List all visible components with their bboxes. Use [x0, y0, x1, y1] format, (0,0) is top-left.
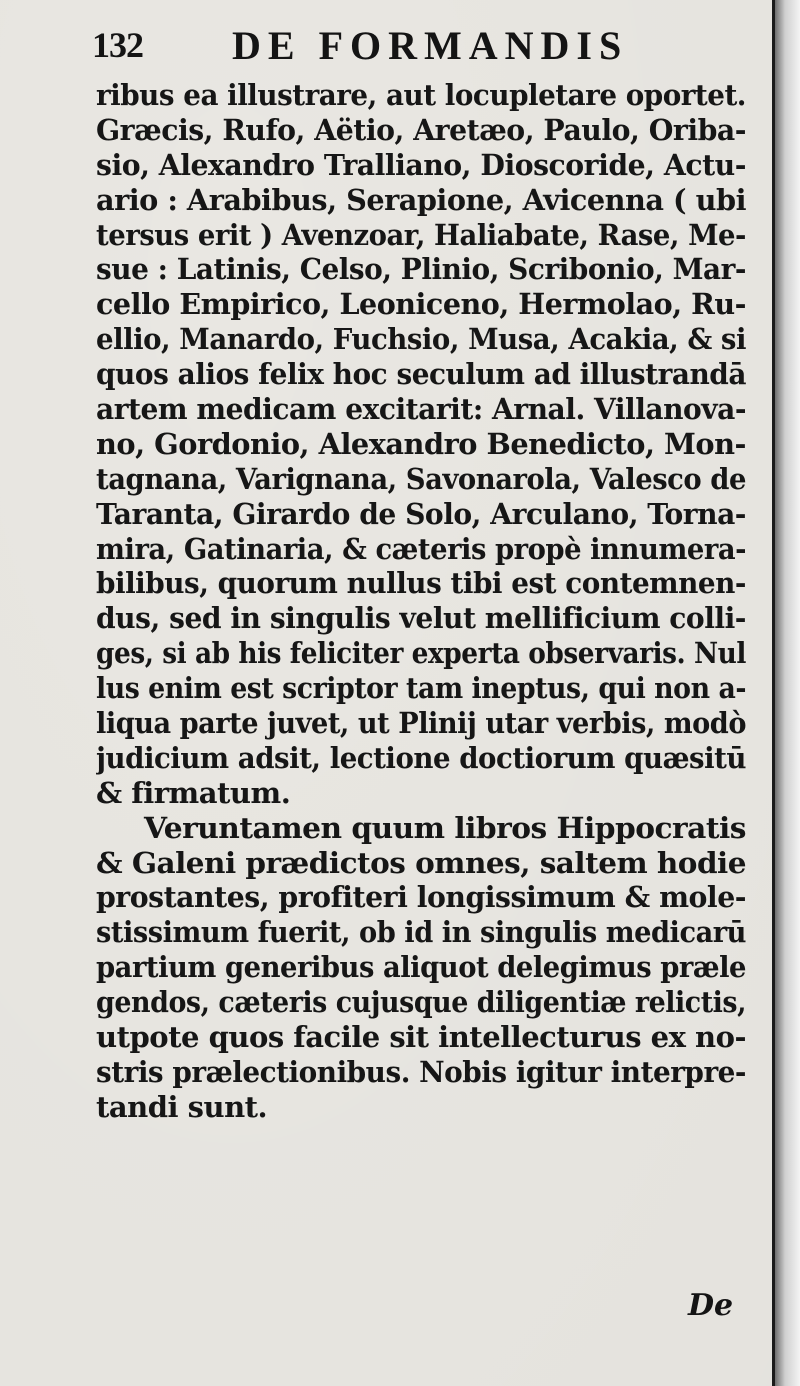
page-header	[92, 18, 732, 78]
text-line: tagnana, Varignana, Savonarola, Valesco de	[96, 461, 746, 496]
text-line: lus enim est scriptor tam ineptus, qui non a-	[96, 671, 746, 706]
text-line: ges, si ab his feliciter experta observaris. Nul	[96, 636, 746, 671]
text-line: cello Empirico, Leoniceno, Hermolao, Ru-	[96, 287, 746, 322]
text-line: quos alios felix hoc seculum ad illustrandā	[96, 357, 746, 392]
text-line: utpote quos facile sit intellecturus ex no-	[96, 1020, 746, 1055]
text-line: & firmatum.	[96, 775, 291, 810]
text-line: judicium adsit, lectione doctiorum quæsitū	[96, 740, 746, 775]
text-line: ario : Arabibus, Serapione, Avicenna ( ubi	[96, 182, 746, 217]
text-line: prostantes, profiteri longissimum & mole-	[96, 880, 746, 915]
text-line: sue : Latinis, Celso, Plinio, Scribonio, Mar-	[96, 252, 746, 287]
text-line: stissimum fuerit, ob id in singulis medicarū	[96, 915, 746, 950]
text-line: artem medicam excitarit: Arnal. Villanova-	[96, 392, 746, 427]
text-line: & Galeni prædictos omnes, saltem hodie	[96, 845, 746, 880]
text-line: Veruntamen quum libros Hippocratis	[144, 810, 746, 845]
text-line: tandi sunt.	[96, 1089, 268, 1124]
catchword: De	[688, 1288, 734, 1323]
running-head: DE FORMANDIS	[232, 23, 629, 68]
page-number: 132	[92, 25, 143, 65]
text-line: gendos, cæteris cujusque diligentiæ relictis,	[96, 985, 746, 1020]
text-line: liqua parte juvet, ut Plinij utar verbis, modò	[96, 706, 746, 741]
text-line: stris prælectionibus. Nobis igitur interpre-	[96, 1054, 746, 1089]
text-line: mira, Gatinaria, & cæteris propè innumera-	[96, 531, 746, 566]
text-line: bilibus, quorum nullus tibi est contemnen-	[96, 566, 746, 601]
text-line: partium generibus aliquot delegimus præle	[96, 950, 746, 985]
page-edge	[775, 0, 800, 1386]
text-line: ribus ea illustrare, aut locupletare oportet.	[96, 78, 746, 112]
text-line: ellio, Manardo, Fuchsio, Musa, Acakia, & si	[96, 322, 746, 357]
text-line: Taranta, Girardo de Solo, Arculano, Torna-	[96, 496, 746, 531]
text-line: tersus erit ) Avenzoar, Haliabate, Rase, Me-	[96, 217, 746, 252]
body-text	[96, 78, 746, 1125]
text-line: sio, Alexandro Tralliano, Dioscoride, Actu-	[96, 147, 746, 182]
text-line: dus, sed in singulis velut mellificium colli-	[96, 601, 746, 636]
text-line: Græcis, Rufo, Aëtio, Aretæo, Paulo, Oriba-	[96, 112, 746, 147]
text-line: no, Gordonio, Alexandro Benedicto, Mon-	[96, 426, 746, 461]
